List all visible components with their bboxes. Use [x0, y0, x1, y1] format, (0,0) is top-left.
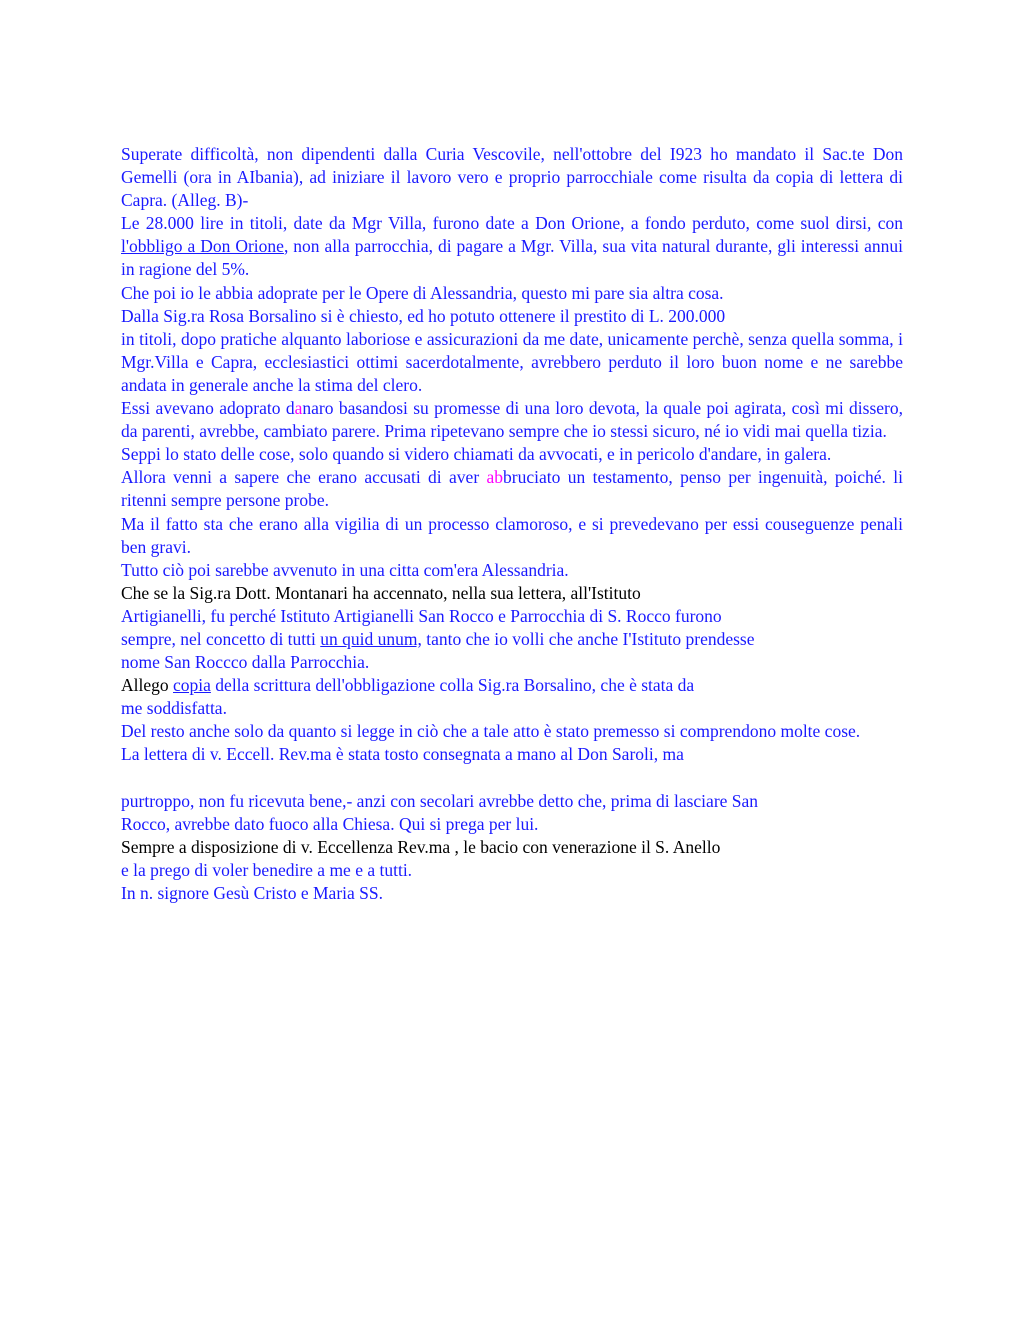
- text-segment: della scrittura dell'obbligazione colla Sig.ra Borsalino, che è stata da: [210, 675, 695, 696]
- paragraph-del-resto: Del resto anche solo da quanto si legge in ciò che a tale atto è stato premesso si comprendono molte cose.: [121, 721, 861, 742]
- text-segment: naro basandosi su promesse di una loro devota, la quale poi agirata, così mi dissero, da parenti, avrebbe, cambiato parere. Prima ripetevano sempre che io stessi sicuro, né io vidi mai quella tizia.: [121, 398, 904, 442]
- text-segment: Allora venni a sapere che erano accusati di aver: [121, 467, 487, 488]
- paragraph-testamento: [121, 466, 903, 512]
- text-segment: tanto che io volli che anche I'Istituto prendesse: [421, 628, 755, 649]
- paragraph-soddisfatta: me soddisfatta.: [121, 698, 227, 719]
- paragraph-sempre-disposizione: Sempre a disposizione di v. Eccellenza Rev.ma , le bacio con venerazione il S. Anello: [121, 836, 721, 857]
- paragraph-fuoco-chiesa: Rocco, avrebbe dato fuoco alla Chiesa. Qui si prega per lui.: [121, 813, 539, 834]
- text-segment: Allego: [121, 675, 174, 696]
- paragraph-avvocati-galera: Seppi lo stato delle cose, solo quando si videro chiamati da avvocati, e in pericolo d'andare, in galera.: [121, 444, 832, 465]
- paragraph-opere-alessandria: Che poi io le abbia adoprate per le Opere di Alessandria, questo mi pare sia altra cosa.: [121, 282, 724, 303]
- paragraph-28000-lire: [121, 212, 903, 281]
- paragraph-benedire: e la prego di voler benedire a me e a tutti.: [121, 859, 413, 880]
- paragraph-san-rocco-nome: nome San Roccco dalla Parrocchia.: [121, 652, 370, 673]
- underlined-text: copia: [173, 675, 211, 696]
- paragraph-processo: Ma il fatto sta che erano alla vigilia di un processo clamoroso, e si prevedevano per essi couseguenze penali ben gravi.: [121, 513, 903, 557]
- paragraph-borsalino-prestito: Dalla Sig.ra Rosa Borsalino si è chiesto, ed ho potuto ottenere il prestito di L. 200.000: [121, 305, 726, 326]
- paragraph-don-gemelli: Superate difficoltà, non dipendenti dalla Curia Vescovile, nell'ottobre del I923 ho mandato il Sac.te Don Gemelli (ora in AIbania), ad iniziare il lavoro vero e proprio parrocchiale come risulta da copia di lettera di Capra. (Alleg. B)-: [121, 144, 903, 211]
- underlined-text: l'obbligo a Don Orione: [121, 236, 284, 257]
- paragraph-lettera-saroli: La lettera di v. Eccell. Rev.ma è stata tosto consegnata a mano al Don Saroli, ma: [121, 744, 684, 765]
- underlined-text: un quid unum,: [320, 628, 422, 649]
- paragraph-quid-unum: [121, 628, 903, 651]
- highlighted-letter: a: [294, 398, 303, 419]
- text-segment: Essi avevano adoprato d: [121, 398, 295, 419]
- highlighted-letters: ab: [486, 467, 504, 488]
- paragraph-purtroppo: purtroppo, non fu ricevuta bene,- anzi con secolari avrebbe detto che, prima di lasciare San: [121, 790, 759, 811]
- letter-body: [121, 143, 903, 905]
- paragraph-titoli-pratiche: in titoli, dopo pratiche alquanto laboriose e assicurazioni da me date, unicamente perchè, senza quella somma, i Mgr.Villa e Capra, ecclesiastici ottimi sacerdotalmente, avrebbero perduto il loro buon nome e ne sarebbe andata in generale anche la stima del clero.: [121, 328, 903, 395]
- paragraph-montanari: Che se la Sig.ra Dott. Montanari ha accennato, nella sua lettera, all'Istituto: [121, 582, 641, 603]
- text-segment: sempre, nel concetto di tutti: [121, 628, 321, 649]
- paragraph-artigianelli: Artigianelli, fu perché Istituto Artigianelli San Rocco e Parrocchia di S. Rocco furono: [121, 605, 722, 626]
- paragraph-danaro-devota: [121, 397, 903, 443]
- blank-line: [121, 767, 903, 790]
- paragraph-allego-copia: [121, 674, 903, 697]
- text-segment: , non alla parrocchia, di pagare a Mgr. Villa, sua vita natural durante, gli interessi annui in ragione del 5%.: [121, 236, 903, 280]
- paragraph-alessandria: Tutto ciò poi sarebbe avvenuto in una citta com'era Alessandria.: [121, 559, 569, 580]
- text-segment: Le 28.000 lire in titoli, date da Mgr Villa, furono date a Don Orione, a fondo perduto, come suol dirsi, con: [121, 213, 903, 234]
- paragraph-closing: In n. signore Gesù Cristo e Maria SS.: [121, 883, 383, 903]
- text-segment: bruciato un testamento, penso per ingenuità, poiché. li ritenni sempre persone probe.: [121, 467, 903, 511]
